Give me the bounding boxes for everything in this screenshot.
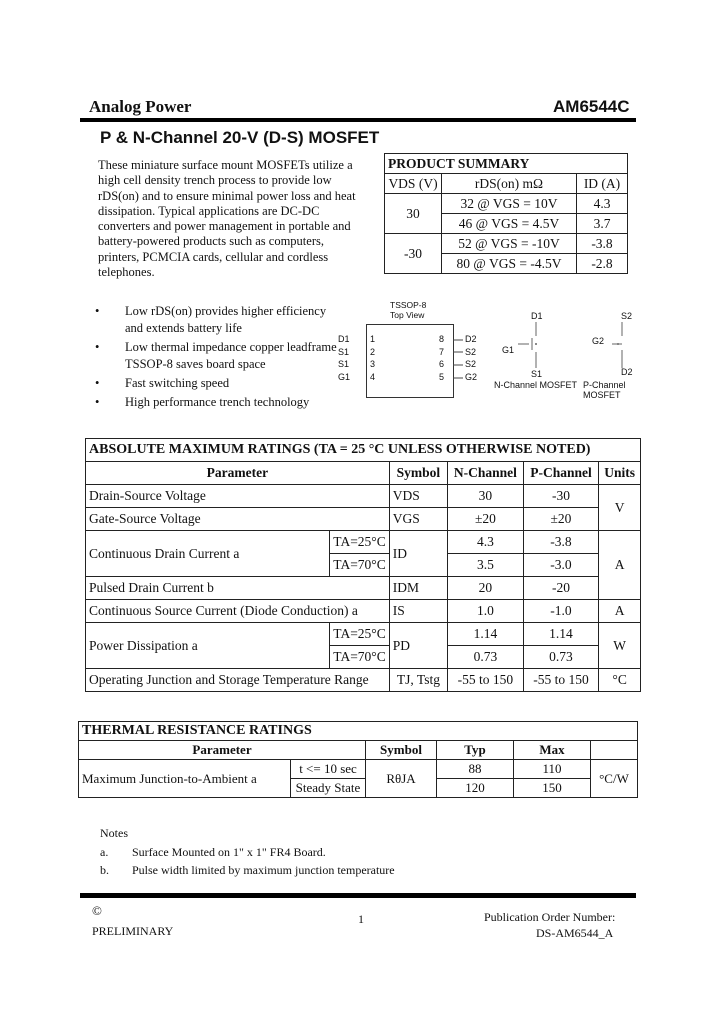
product-summary-table xyxy=(384,153,628,274)
is-n: 1.0 xyxy=(448,600,524,623)
pin-label: S2 xyxy=(465,346,477,357)
h-units: Units xyxy=(599,462,641,485)
thermal-table xyxy=(78,721,638,798)
is-p: -1.0 xyxy=(523,600,599,623)
notes-title: Notes xyxy=(100,826,128,840)
page-title: P & N-Channel 20-V (D-S) MOSFET xyxy=(100,128,380,147)
ps-rds: 80 @ VGS = -4.5V xyxy=(442,254,577,274)
vds-p: -30 xyxy=(523,485,599,508)
tj-unit: °C xyxy=(599,669,641,692)
left-pin-numbers xyxy=(370,333,375,383)
ps-id: -3.8 xyxy=(577,234,628,254)
col-id: ID (A) xyxy=(577,174,628,194)
pd-n25: 1.14 xyxy=(448,623,524,646)
id-sym: ID xyxy=(389,531,447,577)
pin-number: 5 xyxy=(439,371,445,382)
tj-sym: TJ, Tstg xyxy=(389,669,447,692)
tj-p: -55 to 150 xyxy=(523,669,599,692)
n-channel-label: N-Channel MOSFET xyxy=(494,380,578,390)
footer-status: PRELIMINARY xyxy=(92,924,174,938)
pin-label: S2 xyxy=(465,359,477,369)
company-name: Analog Power xyxy=(89,97,192,116)
feature-item: • Fast switching speed xyxy=(93,375,338,392)
mosfet-symbols xyxy=(490,308,665,398)
pin-label: G2 xyxy=(465,371,478,382)
description-line: telephones. xyxy=(98,265,155,280)
pd-p25: 1.14 xyxy=(523,623,599,646)
ps-rds: 46 @ VGS = 4.5V xyxy=(442,214,577,234)
col-vds: VDS (V) xyxy=(385,174,442,194)
th-typ: 88 xyxy=(437,760,514,779)
th-cond: Steady State xyxy=(291,779,366,798)
idm-n: 20 xyxy=(448,577,524,600)
vgs-p: ±20 xyxy=(523,508,599,531)
description-line: high cell density trench process to provide low xyxy=(98,173,332,188)
ta25: TA=25°C xyxy=(330,531,389,554)
description-line: dissipation. Typical applications are DC-DC xyxy=(98,203,320,218)
h-symbol: Symbol xyxy=(389,462,447,485)
ta70: TA=70°C xyxy=(330,554,389,577)
is-param: Continuous Source Current (Diode Conduction) a xyxy=(86,600,390,623)
product-summary-title: PRODUCT SUMMARY xyxy=(385,154,628,174)
th-h-units xyxy=(591,741,638,760)
package-name: TSSOP-8 xyxy=(390,300,427,310)
note-b-letter: b. xyxy=(100,863,109,877)
pin-number: 6 xyxy=(439,359,445,369)
pin-ticks xyxy=(453,336,465,386)
note-a-letter: a. xyxy=(100,845,109,859)
pin-number: 3 xyxy=(370,359,376,369)
n-drain-label: D1 xyxy=(531,311,543,321)
pd-sym: PD xyxy=(389,623,447,669)
id-n25: 4.3 xyxy=(448,531,524,554)
id-p70: -3.0 xyxy=(523,554,599,577)
feature-list xyxy=(93,303,338,413)
pd-p70: 0.73 xyxy=(523,646,599,669)
pd-n70: 0.73 xyxy=(448,646,524,669)
description-line: converters and power management in portable and xyxy=(98,219,351,234)
vgs-n: ±20 xyxy=(448,508,524,531)
pub-label: Publication Order Number: xyxy=(484,910,616,924)
thermal-title: THERMAL RESISTANCE RATINGS xyxy=(79,722,638,741)
pin-number: 8 xyxy=(439,334,445,344)
p-drain-label: D2 xyxy=(621,367,633,377)
part-number: AM6544C xyxy=(553,97,630,116)
pin-label: S1 xyxy=(338,346,350,357)
id-n70: 3.5 xyxy=(448,554,524,577)
ps-id: -2.8 xyxy=(577,254,628,274)
id-p25: -3.8 xyxy=(523,531,599,554)
is-unit: A xyxy=(599,600,641,623)
idm-p: -20 xyxy=(523,577,599,600)
tj-param: Operating Junction and Storage Temperature Range xyxy=(86,669,390,692)
col-rds: rDS(on) mΩ xyxy=(442,174,577,194)
idm-param: Pulsed Drain Current b xyxy=(86,577,390,600)
th-symbol: RθJA xyxy=(366,760,437,798)
vds-param: Drain-Source Voltage xyxy=(86,485,390,508)
page-number: 1 xyxy=(358,912,364,926)
id-param: Continuous Drain Current a xyxy=(86,531,330,577)
th-param: Maximum Junction-to-Ambient a xyxy=(79,760,291,798)
pd-unit: W xyxy=(599,623,641,669)
abs-max-table xyxy=(85,438,641,692)
ps-id: 4.3 xyxy=(577,194,628,214)
vds-n: 30 xyxy=(448,485,524,508)
note-b-text: Pulse width limited by maximum junction temperature xyxy=(132,863,395,877)
footer-rule xyxy=(80,893,636,898)
description-line: battery-powered products such as computers, xyxy=(98,234,324,249)
h-n: N-Channel xyxy=(448,462,524,485)
th-unit: °C/W xyxy=(591,760,638,798)
description-line: These miniature surface mount MOSFETs utilize a xyxy=(98,158,353,172)
ps-rds: 32 @ VGS = 10V xyxy=(442,194,577,214)
pin-label: G1 xyxy=(338,371,351,382)
th-h-max: Max xyxy=(514,741,591,760)
pd-param: Power Dissipation a xyxy=(86,623,330,669)
pin-label: D2 xyxy=(465,334,477,344)
ps-vds: -30 xyxy=(385,234,442,274)
vds-sym: VDS xyxy=(389,485,447,508)
pin-label: S1 xyxy=(338,359,350,369)
feature-item: • Low rDS(on) provides higher efficiency and extends battery life xyxy=(93,303,338,337)
pin-number: 7 xyxy=(439,346,445,357)
th-max: 150 xyxy=(514,779,591,798)
p-channel-label: P-Channel MOSFET xyxy=(583,380,626,400)
description-line: rDS(on) and to ensure minimal power loss and heat xyxy=(98,188,356,203)
is-sym: IS xyxy=(389,600,447,623)
th-cond: t <= 10 sec xyxy=(291,760,366,779)
feature-item: • Low thermal impedance copper leadframe TSSOP-8 saves board space xyxy=(93,339,338,373)
n-gate-label: G1 xyxy=(502,345,515,355)
description xyxy=(98,158,378,280)
h-param: Parameter xyxy=(86,462,390,485)
ta70: TA=70°C xyxy=(330,646,389,669)
vgs-sym: VGS xyxy=(389,508,447,531)
a-unit: A xyxy=(599,531,641,600)
th-typ: 120 xyxy=(437,779,514,798)
abs-max-title: ABSOLUTE MAXIMUM RATINGS (TA = 25 °C UNLESS OTHERWISE NOTED) xyxy=(86,439,641,462)
p-mosfet-icon xyxy=(608,322,638,368)
pin-label: D1 xyxy=(338,334,350,344)
package-diagram xyxy=(338,300,488,400)
ps-id: 3.7 xyxy=(577,214,628,234)
ps-rds: 52 @ VGS = -10V xyxy=(442,234,577,254)
package-view: Top View xyxy=(390,310,425,320)
pin-number: 1 xyxy=(370,334,376,344)
th-max: 110 xyxy=(514,760,591,779)
p-source-label: S2 xyxy=(621,311,633,321)
pin-number: 4 xyxy=(370,371,376,382)
right-pin-numbers xyxy=(439,333,444,383)
description-line: printers, PCMCIA cards, cellular and cordless xyxy=(98,249,329,264)
th-h-symbol: Symbol xyxy=(366,741,437,760)
th-h-typ: Typ xyxy=(437,741,514,760)
n-source-label: S1 xyxy=(531,369,543,379)
left-pin-labels xyxy=(338,333,350,383)
vgs-param: Gate-Source Voltage xyxy=(86,508,390,531)
ps-vds: 30 xyxy=(385,194,442,234)
pin-number: 2 xyxy=(370,346,376,357)
feature-item: • High performance trench technology xyxy=(93,394,338,411)
n-mosfet-icon xyxy=(516,322,546,368)
header-rule xyxy=(80,118,636,122)
pub-number: DS-AM6544_A xyxy=(536,926,614,940)
idm-sym: IDM xyxy=(389,577,447,600)
ta25: TA=25°C xyxy=(330,623,389,646)
right-pin-labels xyxy=(465,333,477,383)
p-gate-label: G2 xyxy=(592,336,605,346)
v-unit: V xyxy=(599,485,641,531)
th-h-param: Parameter xyxy=(79,741,366,760)
tj-n: -55 to 150 xyxy=(448,669,524,692)
h-p: P-Channel xyxy=(523,462,599,485)
copyright-icon: © xyxy=(92,903,102,918)
note-a-text: Surface Mounted on 1" x 1" FR4 Board. xyxy=(132,845,326,859)
